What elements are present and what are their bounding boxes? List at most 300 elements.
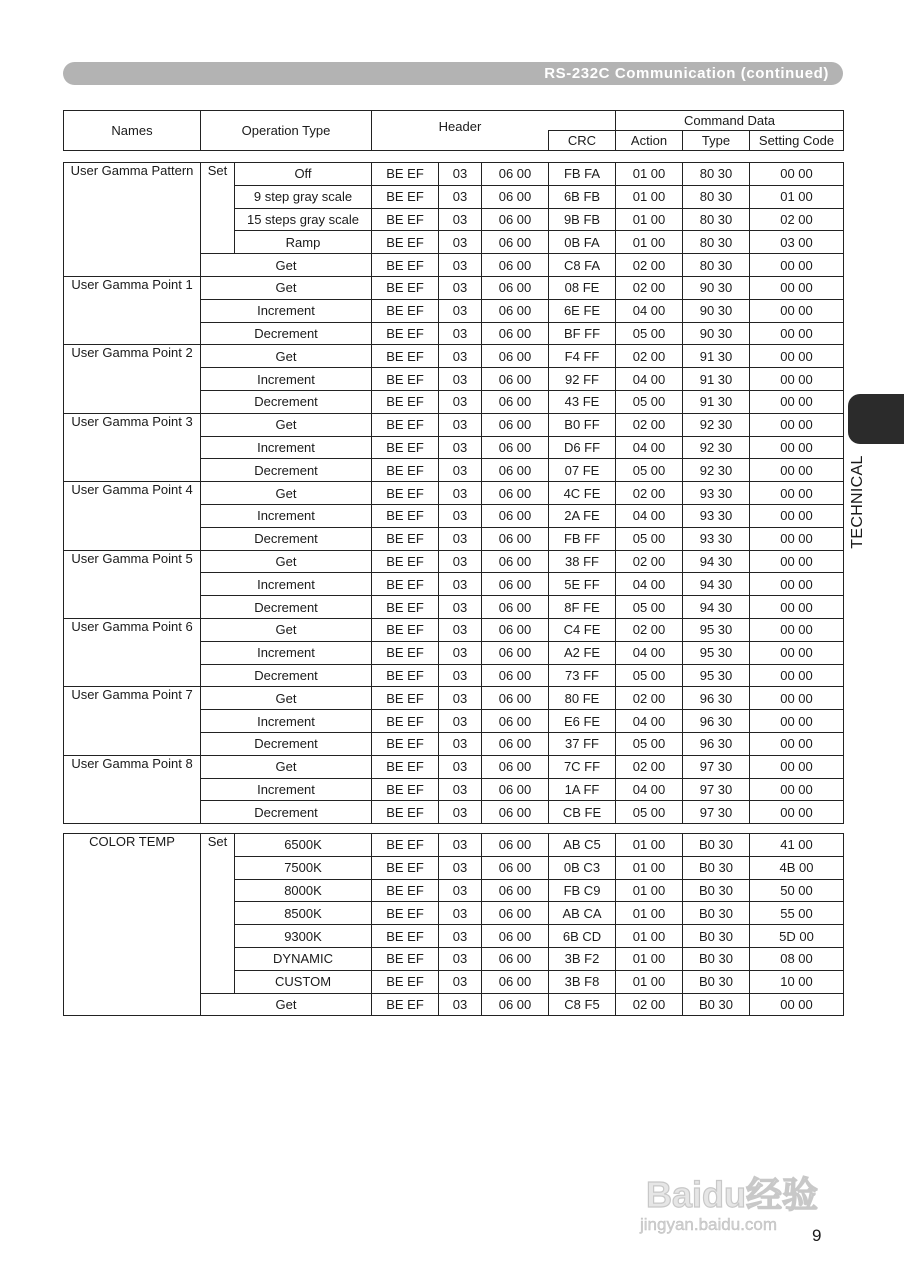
type-cell: 96 30 (683, 710, 750, 733)
type-cell: 90 30 (683, 322, 750, 345)
action-cell: 05 00 (616, 732, 683, 755)
group-name-cell: User Gamma Point 1 (64, 276, 201, 344)
crc-cell: 7C FF (549, 755, 616, 778)
header-byte-1-cell: BE EF (372, 254, 439, 277)
command-table-header (63, 110, 844, 151)
action-cell: 01 00 (616, 208, 683, 231)
crc-cell: 73 FF (549, 664, 616, 687)
crc-cell: 38 FF (549, 550, 616, 573)
group-name-cell: User Gamma Point 7 (64, 687, 201, 755)
type-cell: 97 30 (683, 778, 750, 801)
type-cell: 93 30 (683, 527, 750, 550)
header-byte-2-cell: 03 (439, 925, 482, 948)
operation-cell: Decrement (201, 390, 372, 413)
type-cell: 94 30 (683, 550, 750, 573)
crc-cell: C4 FE (549, 618, 616, 641)
header-byte-1-cell: BE EF (372, 993, 439, 1016)
operation-cell: 6500K (235, 834, 372, 857)
technical-tab-label: TECHNICAL (849, 455, 866, 549)
header-byte-2-cell: 03 (439, 550, 482, 573)
operation-cell: 9 step gray scale (235, 185, 372, 208)
header-byte-2-cell: 03 (439, 902, 482, 925)
operation-cell: Off (235, 163, 372, 186)
crc-cell: BF FF (549, 322, 616, 345)
crc-cell: FB FA (549, 163, 616, 186)
header-byte-2-cell: 03 (439, 208, 482, 231)
group-name-cell: COLOR TEMP (64, 834, 201, 1016)
type-cell: B0 30 (683, 970, 750, 993)
operation-cell: Decrement (201, 527, 372, 550)
crc-cell: C8 FA (549, 254, 616, 277)
header-byte-3-cell: 06 00 (482, 299, 549, 322)
header-byte-3-cell: 06 00 (482, 231, 549, 254)
action-cell: 01 00 (616, 834, 683, 857)
action-cell: 02 00 (616, 345, 683, 368)
type-cell: 92 30 (683, 436, 750, 459)
action-cell: 01 00 (616, 163, 683, 186)
operation-cell: Decrement (201, 732, 372, 755)
watermark-logo: Baidu经验 (646, 1174, 819, 1215)
header-byte-1-cell: BE EF (372, 778, 439, 801)
setting-code-cell: 00 00 (750, 436, 844, 459)
setting-code-cell: 02 00 (750, 208, 844, 231)
header-byte-2-cell: 03 (439, 970, 482, 993)
header-byte-3-cell: 06 00 (482, 947, 549, 970)
crc-cell: 08 FE (549, 276, 616, 299)
crc-cell: 3B F2 (549, 947, 616, 970)
type-cell: 80 30 (683, 231, 750, 254)
header-byte-3-cell: 06 00 (482, 345, 549, 368)
header-byte-2-cell: 03 (439, 413, 482, 436)
header-byte-3-cell: 06 00 (482, 163, 549, 186)
setting-code-cell: 00 00 (750, 687, 844, 710)
header-byte-2-cell: 03 (439, 664, 482, 687)
col-header-command-data: Command Data (616, 111, 844, 131)
header-byte-1-cell: BE EF (372, 879, 439, 902)
header-byte-1-cell: BE EF (372, 185, 439, 208)
setting-code-cell: 00 00 (750, 778, 844, 801)
header-byte-2-cell: 03 (439, 390, 482, 413)
setting-code-cell: 5D 00 (750, 925, 844, 948)
type-cell: 96 30 (683, 687, 750, 710)
type-cell: 97 30 (683, 755, 750, 778)
header-byte-2-cell: 03 (439, 732, 482, 755)
header-byte-1-cell: BE EF (372, 436, 439, 459)
crc-cell: 0B C3 (549, 856, 616, 879)
header-byte-1-cell: BE EF (372, 550, 439, 573)
crc-cell: E6 FE (549, 710, 616, 733)
header-byte-2-cell: 03 (439, 482, 482, 505)
operation-cell: Get (201, 755, 372, 778)
header-byte-2-cell: 03 (439, 710, 482, 733)
action-cell: 01 00 (616, 947, 683, 970)
action-cell: 05 00 (616, 596, 683, 619)
table-row (64, 687, 844, 710)
col-header-header-label: Header (372, 131, 549, 151)
header-byte-3-cell: 06 00 (482, 208, 549, 231)
type-cell: 96 30 (683, 732, 750, 755)
crc-cell: 5E FF (549, 573, 616, 596)
crc-cell: 9B FB (549, 208, 616, 231)
header-byte-3-cell: 06 00 (482, 459, 549, 482)
crc-cell: FB FF (549, 527, 616, 550)
header-byte-1-cell: BE EF (372, 801, 439, 824)
operation-cell: Get (201, 482, 372, 505)
header-byte-3-cell: 06 00 (482, 618, 549, 641)
operation-cell: Get (201, 276, 372, 299)
header-byte-2-cell: 03 (439, 856, 482, 879)
table-row (64, 482, 844, 505)
setting-code-cell: 00 00 (750, 993, 844, 1016)
header-byte-3-cell: 06 00 (482, 276, 549, 299)
header-byte-3-cell: 06 00 (482, 596, 549, 619)
operation-cell: Increment (201, 368, 372, 391)
table-row (64, 163, 844, 186)
crc-cell: CB FE (549, 801, 616, 824)
action-cell: 02 00 (616, 413, 683, 436)
header-byte-3-cell: 06 00 (482, 801, 549, 824)
col-header-header (372, 111, 616, 131)
crc-cell: 1A FF (549, 778, 616, 801)
header-byte-1-cell: BE EF (372, 596, 439, 619)
header-byte-3-cell: 06 00 (482, 185, 549, 208)
action-cell: 01 00 (616, 879, 683, 902)
setting-code-cell: 01 00 (750, 185, 844, 208)
crc-cell: 6E FE (549, 299, 616, 322)
header-byte-3-cell: 06 00 (482, 925, 549, 948)
action-cell: 04 00 (616, 368, 683, 391)
operation-cell: Get (201, 254, 372, 277)
setting-code-cell: 08 00 (750, 947, 844, 970)
crc-cell: 4C FE (549, 482, 616, 505)
table-row (64, 618, 844, 641)
header-byte-1-cell: BE EF (372, 368, 439, 391)
type-cell: 80 30 (683, 208, 750, 231)
header-byte-1-cell: BE EF (372, 322, 439, 345)
setting-code-cell: 00 00 (750, 527, 844, 550)
setting-code-cell: 00 00 (750, 550, 844, 573)
group-name-cell: User Gamma Point 2 (64, 345, 201, 413)
action-cell: 05 00 (616, 390, 683, 413)
header-byte-1-cell: BE EF (372, 755, 439, 778)
crc-cell: 8F FE (549, 596, 616, 619)
action-cell: 01 00 (616, 185, 683, 208)
action-cell: 02 00 (616, 755, 683, 778)
operation-cell: Decrement (201, 801, 372, 824)
operation-cell: DYNAMIC (235, 947, 372, 970)
action-cell: 05 00 (616, 527, 683, 550)
type-cell: 93 30 (683, 504, 750, 527)
action-cell: 04 00 (616, 436, 683, 459)
action-cell: 01 00 (616, 231, 683, 254)
header-byte-2-cell: 03 (439, 254, 482, 277)
header-byte-3-cell: 06 00 (482, 527, 549, 550)
operation-cell: Ramp (235, 231, 372, 254)
operation-cell: Get (201, 550, 372, 573)
header-byte-3-cell: 06 00 (482, 834, 549, 857)
header-byte-1-cell: BE EF (372, 299, 439, 322)
crc-cell: 0B FA (549, 231, 616, 254)
setting-code-cell: 03 00 (750, 231, 844, 254)
header-byte-3-cell: 06 00 (482, 482, 549, 505)
table-row (64, 834, 844, 857)
header-byte-2-cell: 03 (439, 299, 482, 322)
operation-cell: Increment (201, 641, 372, 664)
action-cell: 04 00 (616, 573, 683, 596)
type-cell: B0 30 (683, 902, 750, 925)
setting-code-cell: 00 00 (750, 596, 844, 619)
setting-code-cell: 00 00 (750, 254, 844, 277)
setting-code-cell: 00 00 (750, 299, 844, 322)
operation-cell: Increment (201, 710, 372, 733)
type-cell: 92 30 (683, 459, 750, 482)
operation-cell: Increment (201, 299, 372, 322)
crc-cell: AB C5 (549, 834, 616, 857)
header-byte-1-cell: BE EF (372, 902, 439, 925)
header-byte-3-cell: 06 00 (482, 550, 549, 573)
type-cell: B0 30 (683, 856, 750, 879)
header-byte-2-cell: 03 (439, 618, 482, 641)
type-cell: 90 30 (683, 276, 750, 299)
setting-code-cell: 00 00 (750, 664, 844, 687)
technical-tab-marker (848, 394, 904, 444)
header-byte-1-cell: BE EF (372, 390, 439, 413)
crc-cell: 2A FE (549, 504, 616, 527)
header-byte-1-cell: BE EF (372, 664, 439, 687)
type-cell: 97 30 (683, 801, 750, 824)
type-cell: 93 30 (683, 482, 750, 505)
header-byte-1-cell: BE EF (372, 573, 439, 596)
header-byte-2-cell: 03 (439, 527, 482, 550)
header-byte-3-cell: 06 00 (482, 710, 549, 733)
crc-cell: AB CA (549, 902, 616, 925)
header-byte-3-cell: 06 00 (482, 368, 549, 391)
setting-code-cell: 00 00 (750, 390, 844, 413)
operation-cell: 9300K (235, 925, 372, 948)
crc-cell: 92 FF (549, 368, 616, 391)
type-cell: 91 30 (683, 345, 750, 368)
operation-cell: Get (201, 413, 372, 436)
header-byte-1-cell: BE EF (372, 687, 439, 710)
header-byte-2-cell: 03 (439, 459, 482, 482)
type-cell: 80 30 (683, 254, 750, 277)
setting-code-cell: 00 00 (750, 368, 844, 391)
setting-code-cell: 00 00 (750, 618, 844, 641)
color-temp-table (63, 833, 844, 1016)
action-cell: 05 00 (616, 322, 683, 345)
col-header-operation-type: Operation Type (201, 111, 372, 151)
operation-cell: Decrement (201, 459, 372, 482)
header-byte-1-cell: BE EF (372, 834, 439, 857)
type-cell: B0 30 (683, 925, 750, 948)
setting-code-cell: 00 00 (750, 504, 844, 527)
baidu-watermark (640, 1155, 850, 1245)
header-byte-1-cell: BE EF (372, 504, 439, 527)
header-byte-1-cell: BE EF (372, 618, 439, 641)
setting-code-cell: 00 00 (750, 710, 844, 733)
action-cell: 05 00 (616, 801, 683, 824)
header-byte-3-cell: 06 00 (482, 390, 549, 413)
header-byte-2-cell: 03 (439, 345, 482, 368)
header-byte-3-cell: 06 00 (482, 254, 549, 277)
header-byte-2-cell: 03 (439, 834, 482, 857)
group-name-cell: User Gamma Point 8 (64, 755, 201, 823)
table-row (64, 345, 844, 368)
setting-code-cell: 00 00 (750, 276, 844, 299)
type-cell: 90 30 (683, 299, 750, 322)
operation-cell: Increment (201, 573, 372, 596)
group-name-cell: User Gamma Point 4 (64, 482, 201, 550)
action-cell: 04 00 (616, 778, 683, 801)
header-byte-2-cell: 03 (439, 368, 482, 391)
crc-cell: 3B F8 (549, 970, 616, 993)
header-byte-3-cell: 06 00 (482, 687, 549, 710)
type-cell: B0 30 (683, 947, 750, 970)
operation-cell: Get (201, 345, 372, 368)
header-byte-1-cell: BE EF (372, 163, 439, 186)
header-byte-3-cell: 06 00 (482, 573, 549, 596)
table-row (64, 755, 844, 778)
page-number: 9 (812, 1226, 822, 1245)
header-byte-1-cell: BE EF (372, 345, 439, 368)
header-byte-2-cell: 03 (439, 687, 482, 710)
type-cell: B0 30 (683, 834, 750, 857)
setting-code-cell: 00 00 (750, 163, 844, 186)
table-row (64, 550, 844, 573)
action-cell: 01 00 (616, 902, 683, 925)
operation-cell: 15 steps gray scale (235, 208, 372, 231)
header-byte-2-cell: 03 (439, 322, 482, 345)
action-cell: 02 00 (616, 550, 683, 573)
type-cell: B0 30 (683, 993, 750, 1016)
header-byte-1-cell: BE EF (372, 710, 439, 733)
operation-cell: 7500K (235, 856, 372, 879)
setting-code-cell: 00 00 (750, 322, 844, 345)
header-byte-3-cell: 06 00 (482, 970, 549, 993)
col-header-action: Action (616, 131, 683, 151)
crc-cell: 37 FF (549, 732, 616, 755)
col-header-crc: CRC (549, 131, 616, 151)
watermark-url: jingyan.baidu.com (640, 1215, 778, 1234)
setting-code-cell: 00 00 (750, 755, 844, 778)
action-cell: 04 00 (616, 299, 683, 322)
header-byte-2-cell: 03 (439, 778, 482, 801)
setting-code-cell: 00 00 (750, 641, 844, 664)
type-cell: 94 30 (683, 573, 750, 596)
crc-cell: FB C9 (549, 879, 616, 902)
type-cell: 95 30 (683, 641, 750, 664)
action-cell: 01 00 (616, 925, 683, 948)
header-byte-3-cell: 06 00 (482, 856, 549, 879)
header-byte-3-cell: 06 00 (482, 641, 549, 664)
setting-code-cell: 50 00 (750, 879, 844, 902)
header-byte-2-cell: 03 (439, 947, 482, 970)
header-byte-1-cell: BE EF (372, 856, 439, 879)
header-byte-1-cell: BE EF (372, 732, 439, 755)
section-header-bar (63, 62, 843, 85)
header-byte-1-cell: BE EF (372, 527, 439, 550)
action-cell: 02 00 (616, 254, 683, 277)
header-byte-2-cell: 03 (439, 596, 482, 619)
setting-code-cell: 00 00 (750, 459, 844, 482)
setting-code-cell: 10 00 (750, 970, 844, 993)
header-byte-1-cell: BE EF (372, 459, 439, 482)
header-byte-3-cell: 06 00 (482, 778, 549, 801)
operation-cell: Get (201, 687, 372, 710)
header-byte-2-cell: 03 (439, 755, 482, 778)
operation-cell: Decrement (201, 322, 372, 345)
header-byte-1-cell: BE EF (372, 208, 439, 231)
crc-cell: 6B FB (549, 185, 616, 208)
crc-cell: A2 FE (549, 641, 616, 664)
type-cell: 91 30 (683, 368, 750, 391)
header-byte-2-cell: 03 (439, 436, 482, 459)
operation-cell: Increment (201, 778, 372, 801)
header-byte-2-cell: 03 (439, 641, 482, 664)
table-row (64, 276, 844, 299)
action-cell: 05 00 (616, 459, 683, 482)
setting-code-cell: 00 00 (750, 413, 844, 436)
type-cell: 95 30 (683, 618, 750, 641)
col-header-names: Names (64, 111, 201, 151)
group-name-cell: User Gamma Point 3 (64, 413, 201, 481)
header-byte-1-cell: BE EF (372, 276, 439, 299)
header-byte-2-cell: 03 (439, 185, 482, 208)
setting-code-cell: 00 00 (750, 345, 844, 368)
header-byte-3-cell: 06 00 (482, 436, 549, 459)
header-byte-3-cell: 06 00 (482, 664, 549, 687)
operation-cell: Decrement (201, 596, 372, 619)
header-byte-3-cell: 06 00 (482, 879, 549, 902)
user-gamma-table (63, 162, 844, 824)
type-cell: 94 30 (683, 596, 750, 619)
header-byte-3-cell: 06 00 (482, 902, 549, 925)
action-cell: 04 00 (616, 504, 683, 527)
header-byte-3-cell: 06 00 (482, 504, 549, 527)
operation-cell: 8500K (235, 902, 372, 925)
header-byte-2-cell: 03 (439, 993, 482, 1016)
group-name-cell: User Gamma Pattern (64, 163, 201, 277)
action-cell: 04 00 (616, 710, 683, 733)
action-cell: 04 00 (616, 641, 683, 664)
operation-cell: Increment (201, 436, 372, 459)
action-cell: 02 00 (616, 618, 683, 641)
header-byte-1-cell: BE EF (372, 641, 439, 664)
group-name-cell: User Gamma Point 6 (64, 618, 201, 686)
col-header-type: Type (683, 131, 750, 151)
setting-code-cell: 4B 00 (750, 856, 844, 879)
crc-cell: 6B CD (549, 925, 616, 948)
header-byte-1-cell: BE EF (372, 482, 439, 505)
crc-cell: D6 FF (549, 436, 616, 459)
crc-cell: 43 FE (549, 390, 616, 413)
operation-cell: Decrement (201, 664, 372, 687)
action-cell: 05 00 (616, 664, 683, 687)
header-byte-1-cell: BE EF (372, 925, 439, 948)
section-title: RS-232C Communication (continued) (544, 65, 829, 82)
type-cell: 95 30 (683, 664, 750, 687)
operation-cell: Increment (201, 504, 372, 527)
type-cell: B0 30 (683, 879, 750, 902)
setting-code-cell: 00 00 (750, 801, 844, 824)
type-cell: 91 30 (683, 390, 750, 413)
action-cell: 02 00 (616, 687, 683, 710)
action-cell: 01 00 (616, 856, 683, 879)
setting-code-cell: 00 00 (750, 573, 844, 596)
header-byte-3-cell: 06 00 (482, 732, 549, 755)
header-byte-3-cell: 06 00 (482, 993, 549, 1016)
action-cell: 02 00 (616, 276, 683, 299)
